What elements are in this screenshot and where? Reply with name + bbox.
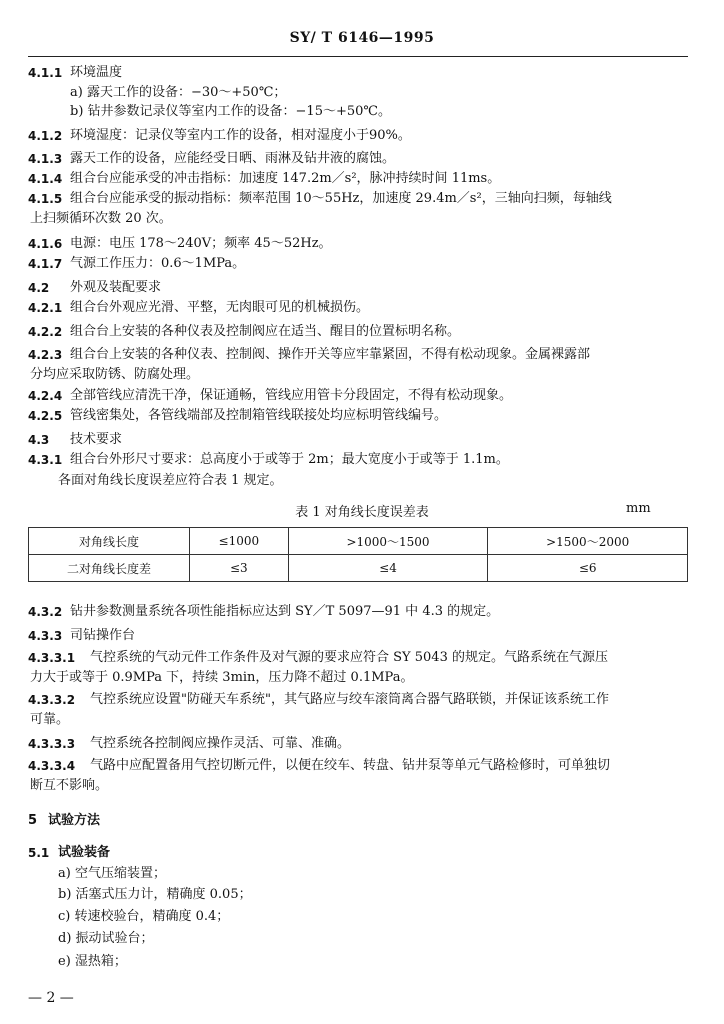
clause-text: 试验方法 bbox=[48, 813, 101, 828]
clause-text: 组合台上安装的各种仪表、控制阀、操作开关等应牢靠紧固，不得有松动现象。金属裸露部 bbox=[70, 347, 591, 362]
clause-number: 4.2.2 bbox=[28, 325, 63, 339]
clause-text: c) 转速校验台，精确度 0.4； bbox=[58, 909, 230, 924]
page-number: — 2 — bbox=[28, 990, 74, 1006]
diagonal-error-table bbox=[28, 527, 688, 582]
clause-number: 4.1.3 bbox=[28, 152, 63, 166]
page-header: SY/ T 6146—1995 bbox=[289, 30, 435, 46]
clause-text: 组合台外观应光滑、平整，无肉眼可见的机械损伤。 bbox=[70, 300, 370, 315]
table-row bbox=[29, 555, 688, 582]
clause-number: 4.2.3 bbox=[28, 348, 63, 362]
clause-number: 5 bbox=[28, 813, 38, 828]
clause-number: 5.1 bbox=[28, 846, 50, 860]
clause-number: 4.1.5 bbox=[28, 192, 63, 206]
clause-text: a) 空气压缩装置； bbox=[58, 866, 166, 881]
clause-text: 组合台应能承受的冲击指标：加速度 147.2m／s²，脉冲持续时间 11ms。 bbox=[70, 171, 501, 186]
clause-number: 4.2.5 bbox=[28, 409, 63, 423]
clause-text: e) 湿热箱； bbox=[58, 954, 127, 969]
table-caption: 表 1 对角线长度误差表 bbox=[295, 505, 429, 520]
clause-number: 4.1.6 bbox=[28, 237, 63, 251]
clause-text: 分均应采取防锈、防腐处理。 bbox=[30, 367, 200, 382]
table-cell: ≤1000 bbox=[190, 528, 289, 555]
clause-text: 组合台上安装的各种仪表及控制阀应在适当、醒目的位置标明名称。 bbox=[70, 324, 461, 339]
clause-text: 上扫频循环次数 20 次。 bbox=[30, 211, 172, 226]
clause-number: 4.3.2 bbox=[28, 605, 63, 619]
clause-text: b) 钻井参数记录仪等室内工作的设备：−15～+50℃。 bbox=[70, 104, 391, 119]
clause-number: 4.3.1 bbox=[28, 453, 63, 467]
clause-text: d) 振动试验台； bbox=[58, 931, 154, 946]
clause-text: 技术要求 bbox=[70, 432, 123, 447]
clause-number: 4.2.1 bbox=[28, 301, 63, 315]
clause-number: 4.1.4 bbox=[28, 172, 63, 186]
clause-text: 气控系统的气动元件工作条件及对气源的要求应符合 SY 5043 的规定。气路系统在气源压 bbox=[90, 650, 608, 665]
clause-number: 4.1.7 bbox=[28, 257, 63, 271]
clause-text: 气路中应配置备用气控切断元件，以便在绞车、转盘、钻井泵等单元气路检修时，可单独切 bbox=[90, 758, 611, 773]
table-header-row bbox=[29, 528, 688, 555]
clause-text: 组合台外形尺寸要求：总高度小于或等于 2m；最大宽度小于或等于 1.1m。 bbox=[70, 452, 509, 467]
clause-text: 外观及装配要求 bbox=[70, 280, 162, 295]
clause-text: 露天工作的设备，应能经受日晒、雨淋及钻井液的腐蚀。 bbox=[70, 151, 396, 166]
clause-text: 气源工作压力：0.6～1MPa。 bbox=[70, 256, 246, 271]
clause-text: 气控系统应设置"防碰天车系统"，其气路应与绞车滚筒离合器气路联锁，并保证该系统工作 bbox=[90, 692, 609, 707]
clause-text: 全部管线应清洗干净，保证通畅，管线应用管卡分段固定，不得有松动现象。 bbox=[70, 388, 513, 403]
clause-number: 4.3.3.3 bbox=[28, 737, 76, 751]
clause-text: a) 露天工作的设备：−30～+50℃； bbox=[70, 85, 287, 100]
table-cell: ≤4 bbox=[288, 555, 488, 582]
clause-text: 环境温度 bbox=[70, 65, 123, 80]
clause-number: 4.2 bbox=[28, 281, 50, 295]
clause-number: 4.3.3.1 bbox=[28, 651, 76, 665]
table-cell: 对角线长度 bbox=[29, 528, 190, 555]
clause-text: 司钻操作台 bbox=[70, 628, 136, 643]
table-cell: 二对角线长度差 bbox=[29, 555, 190, 582]
clause-text: 电源：电压 178～240V；频率 45～52Hz。 bbox=[70, 236, 332, 251]
clause-number: 4.2.4 bbox=[28, 389, 63, 403]
clause-text: 力大于或等于 0.9MPa 下，持续 3min，压力降不超过 0.1MPa。 bbox=[30, 670, 414, 685]
clause-text: 气控系统各控制阀应操作灵活、可靠、准确。 bbox=[90, 736, 351, 751]
clause-text: 断互不影响。 bbox=[30, 778, 109, 793]
clause-text: 组合台应能承受的振动指标：频率范围 10～55Hz，加速度 29.4m／s²，三轴向扫频，每轴线 bbox=[70, 191, 612, 206]
clause-text: 管线密集处，各管线端部及控制箱管线联接处均应标明管线编号。 bbox=[70, 408, 448, 423]
header-rule bbox=[28, 56, 688, 57]
clause-text: 钻井参数测量系统各项性能指标应达到 SY／T 5097—91 中 4.3 的规定。 bbox=[70, 604, 500, 619]
clause-number: 4.3.3.2 bbox=[28, 693, 76, 707]
table-unit: mm bbox=[626, 501, 651, 516]
clause-text: 各面对角线长度误差应符合表 1 规定。 bbox=[58, 473, 283, 488]
clause-number: 4.1.2 bbox=[28, 129, 63, 143]
table-cell: ≤3 bbox=[190, 555, 289, 582]
clause-text: b) 活塞式压力计，精确度 0.05； bbox=[58, 887, 252, 902]
clause-number: 4.3.3.4 bbox=[28, 759, 76, 773]
clause-text: 环境湿度：记录仪等室内工作的设备，相对湿度小于90%。 bbox=[70, 128, 411, 143]
clause-number: 4.1.1 bbox=[28, 66, 63, 80]
table-cell: >1500～2000 bbox=[488, 528, 688, 555]
clause-text: 试验装备 bbox=[58, 845, 111, 860]
clause-number: 4.3 bbox=[28, 433, 50, 447]
table-cell: >1000～1500 bbox=[288, 528, 488, 555]
clause-number: 4.3.3 bbox=[28, 629, 63, 643]
clause-text: 可靠。 bbox=[30, 712, 70, 727]
table-cell: ≤6 bbox=[488, 555, 688, 582]
